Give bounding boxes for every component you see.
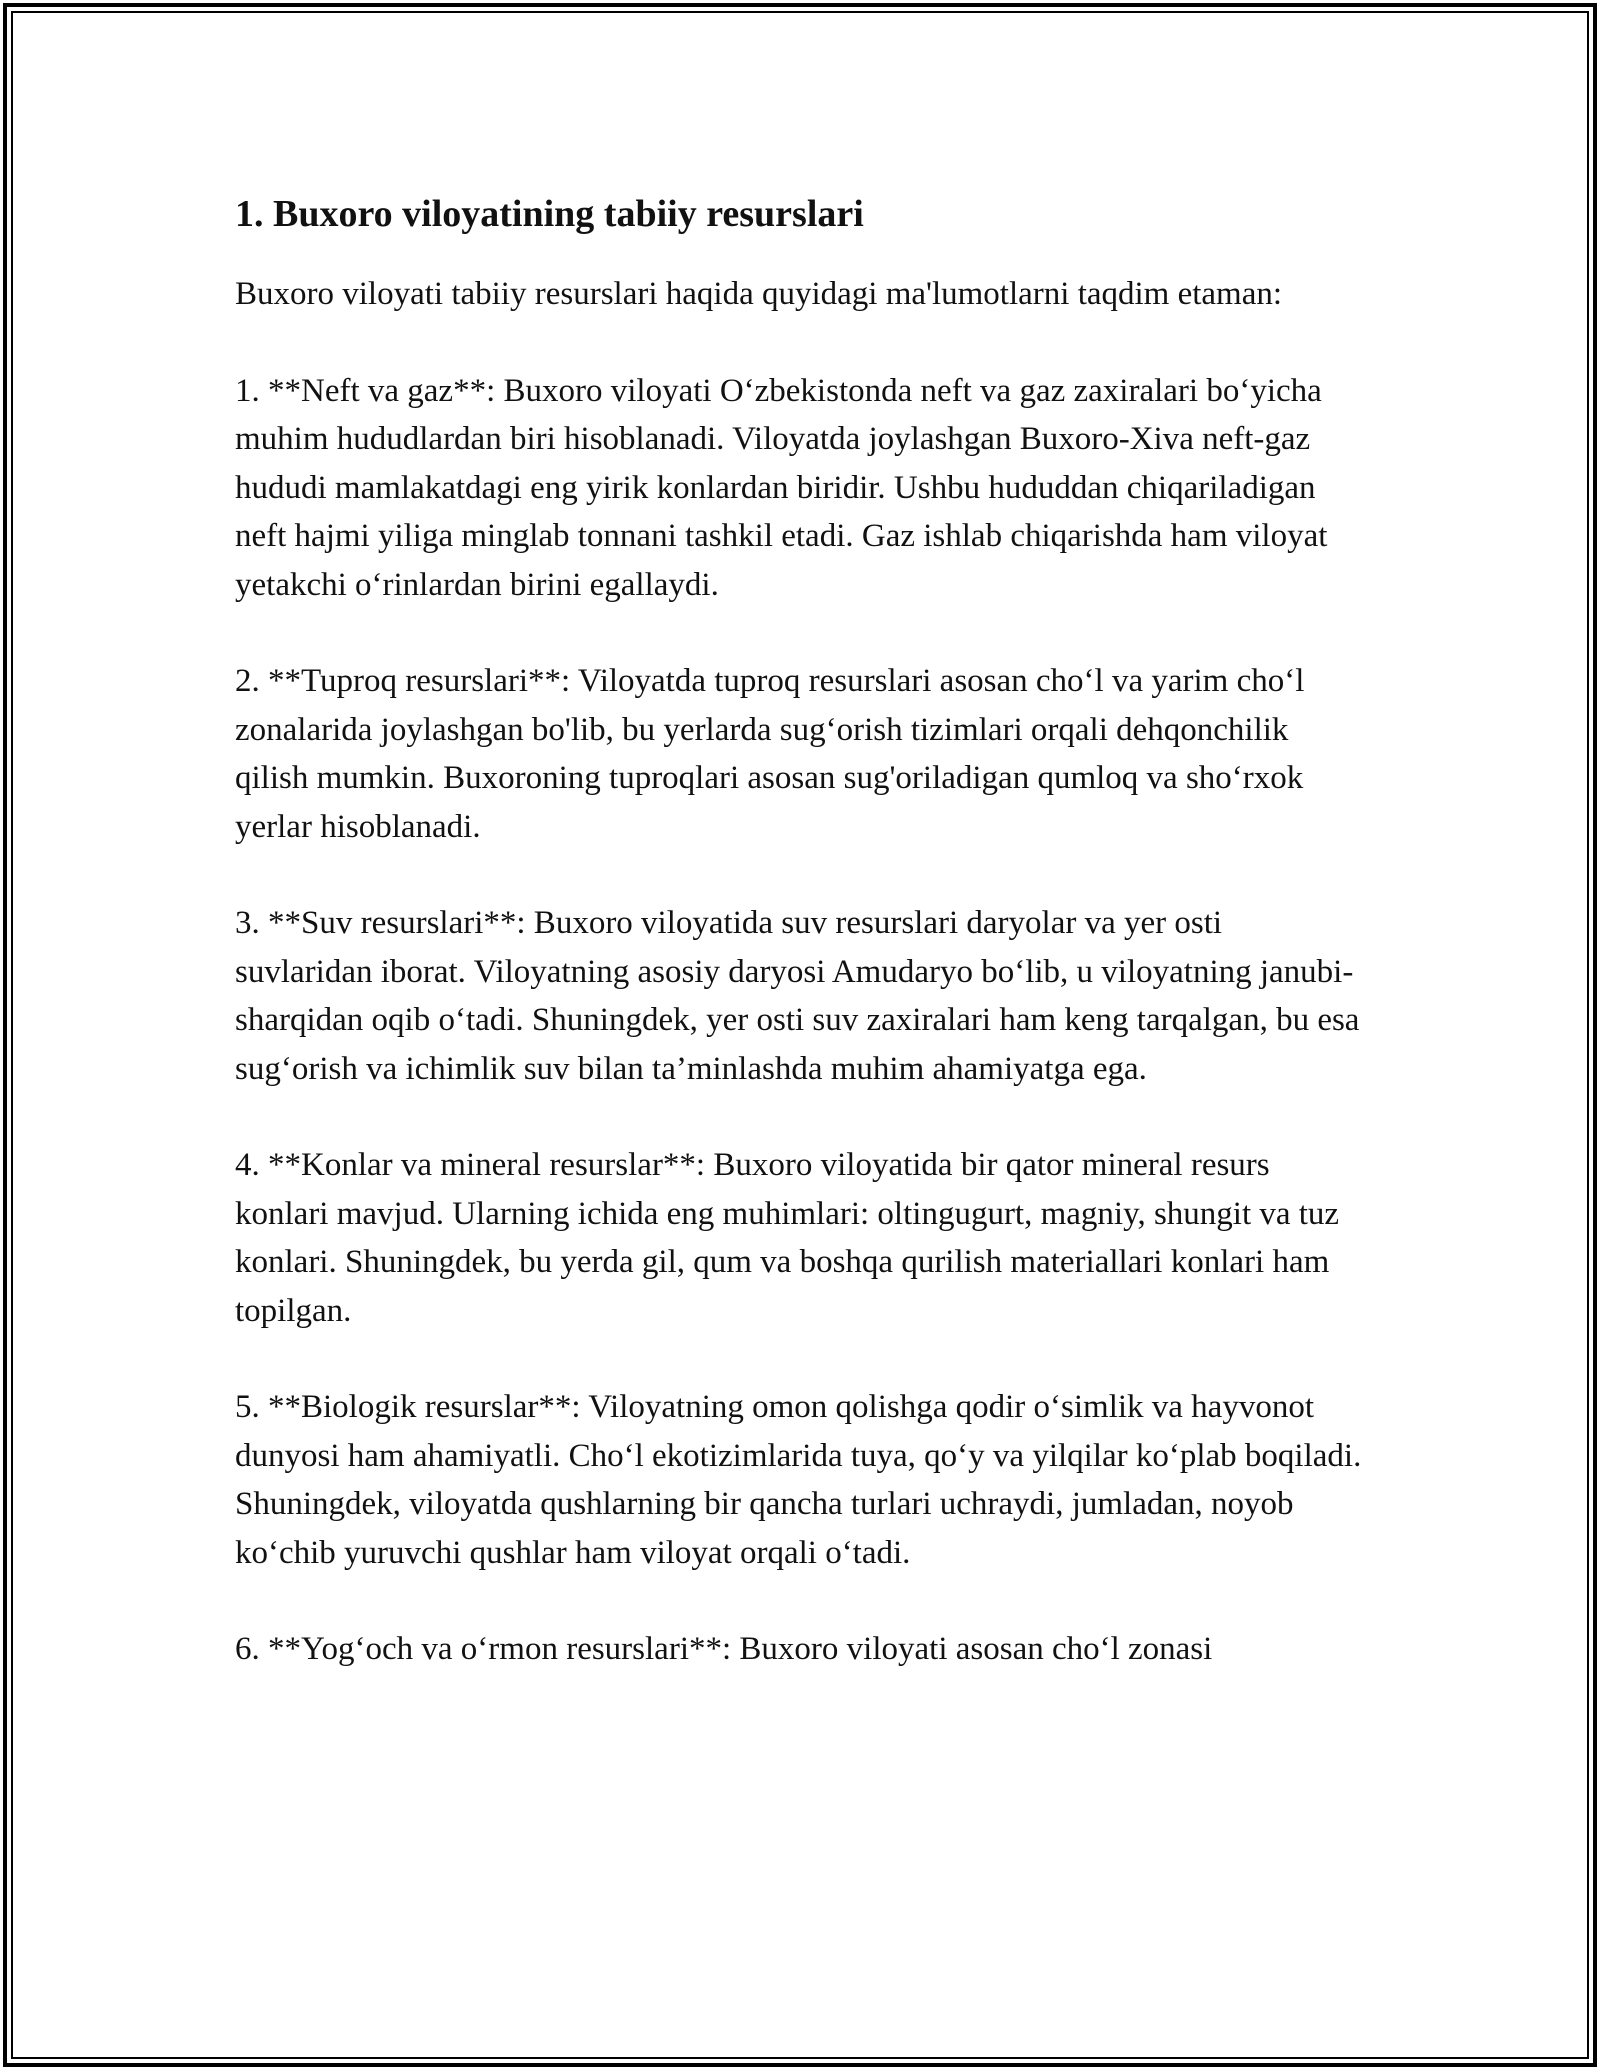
paragraph-yogoch: 6. **Yog‘och va o‘rmon resurslari**: Buxoro viloyati asosan cho‘l zonasi — [235, 1631, 1213, 1667]
paragraph-neft-gaz: 1. **Neft va gaz**: Buxoro viloyati O‘zbekistonda neft va gaz zaxiralari bo‘yicha muhim hududlardan biri hisoblanadi. Viloyatda joylashgan Buxoro-Xiva neft-gaz hududi mamlakatdagi eng yirik konlardan biridir. Ushbu hududdan chiqariladigan neft hajmi yiliga minglab tonnani tashkil etadi. Gaz ishlab chiqarishda ham viloyat yetakchi o‘rinlardan birini egallaydi. — [235, 372, 1328, 603]
document-body — [235, 186, 1365, 1722]
paragraph-tuproq: 2. **Tuproq resurslari**: Viloyatda tuproq resurslari asosan cho‘l va yarim cho‘l zonalarida joylashgan bo'lib, bu yerlarda sug‘orish tizimlari orqali dehqonchilik qilish mumkin. Buxoroning tuproqlari asosan sug'oriladigan qumloq va sho‘rxok yerlar hisoblanadi. — [235, 663, 1305, 845]
section-heading: 1. Buxoro viloyatining tabiiy resurslari — [235, 193, 864, 235]
paragraph-suv: 3. **Suv resurslari**: Buxoro viloyatida suv resurslari daryolar va yer osti suvlaridan iborat. Viloyatning asosiy daryosi Amudaryo bo‘lib, u viloyatning janubi-sharqidan oqib o‘tadi. Shuningdek, yer osti suv zaxiralari ham keng tarqalgan, bu esa sug‘orish va ichimlik suv bilan ta’minlashda muhim ahamiyatga ega. — [235, 905, 1360, 1087]
paragraph-konlar: 4. **Konlar va mineral resurslar**: Buxoro viloyatida bir qator mineral resurs konlari mavjud. Ularning ichida eng muhimlari: oltingugurt, magniy, shungit va tuz konlari. Shuningdek, bu yerda gil, qum va boshqa qurilish materiallari konlari ham topilgan. — [235, 1147, 1340, 1329]
paragraph-biologik: 5. **Biologik resurslar**: Viloyatning omon qolishga qodir o‘simlik va hayvonot dunyosi ham ahamiyatli. Cho‘l ekotizimlarida tuya, qo‘y va yilqilar ko‘plab boqiladi. Shuningdek, viloyatda qushlarning bir qancha turlari uchraydi, jumladan, noyob ko‘chib yuruvchi qushlar ham viloyat orqali o‘tadi. — [235, 1389, 1362, 1571]
intro-paragraph: Buxoro viloyati tabiiy resurslari haqida quyidagi ma'lumotlarni taqdim etaman: — [235, 276, 1283, 312]
